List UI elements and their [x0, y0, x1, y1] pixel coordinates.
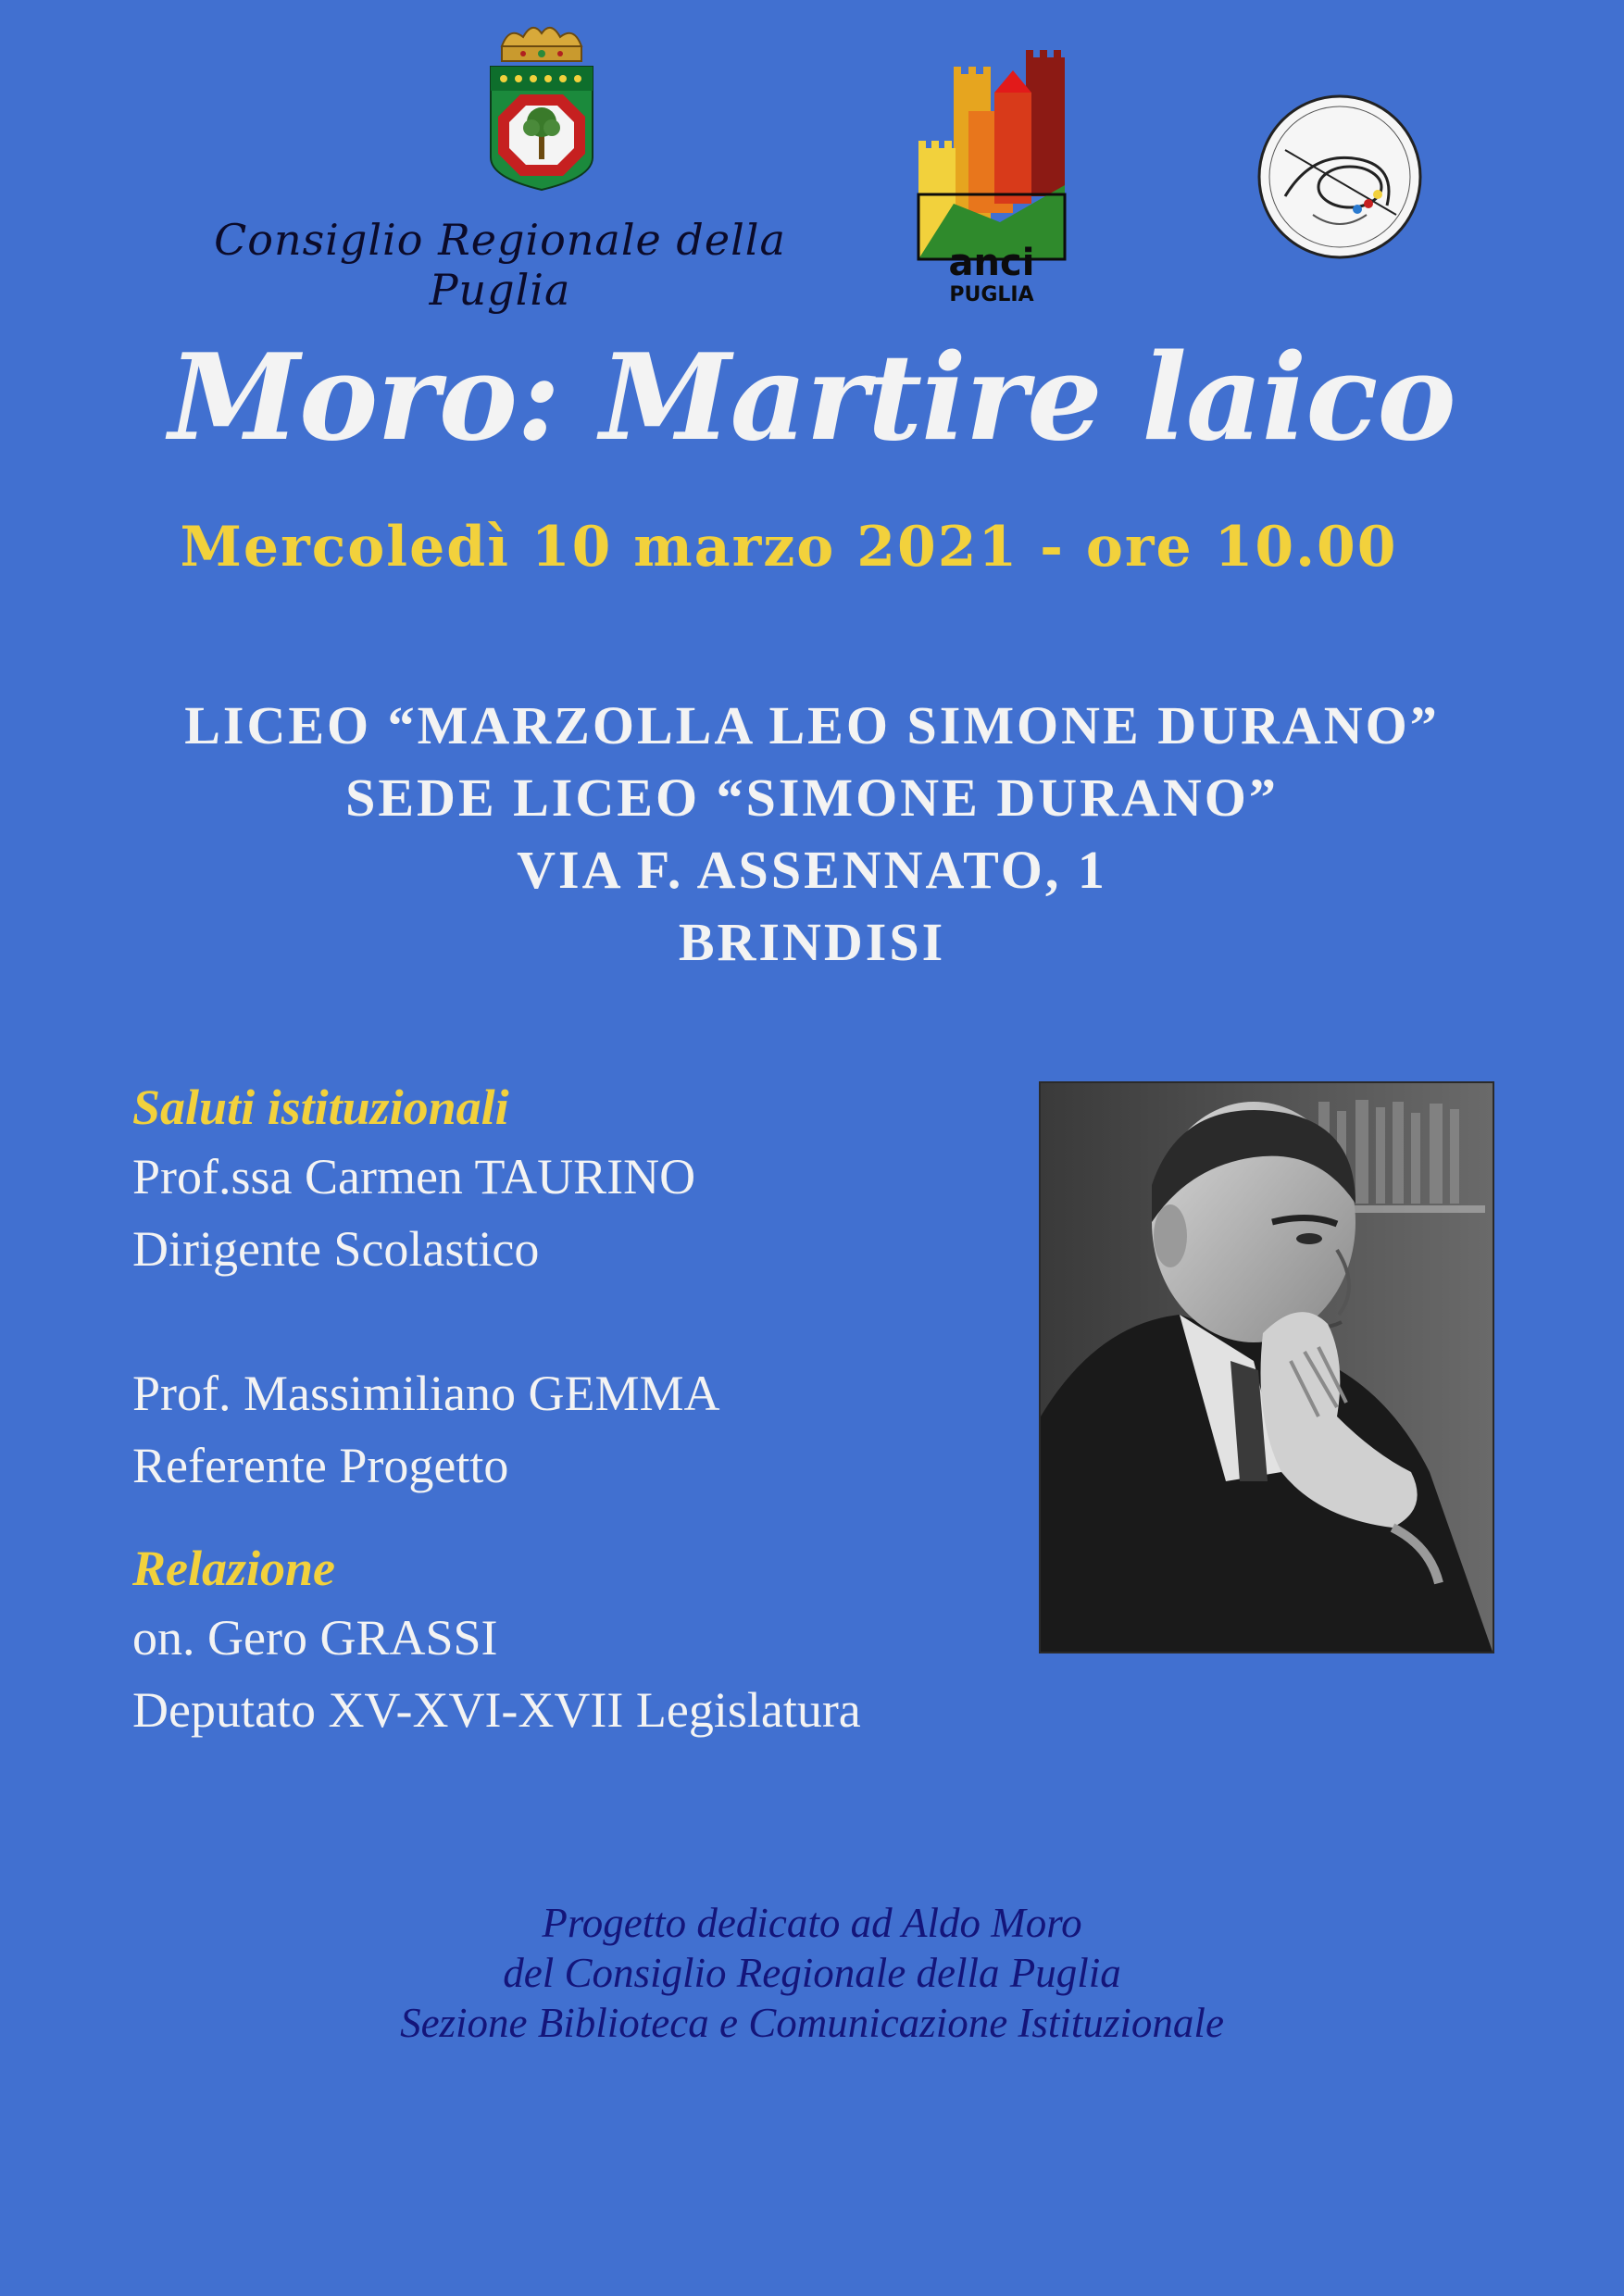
anci-text: anci [948, 242, 1035, 284]
venue-line: VIA F. ASSENNATO, 1 [517, 840, 1107, 900]
project-footer [0, 1898, 1624, 2048]
footer-line: Progetto dedicato ad Aldo Moro [542, 1900, 1082, 1946]
school-seal-icon [1257, 94, 1422, 259]
speaker-name: Prof. Massimiliano GEMMA [132, 1366, 720, 1421]
footer-line: del Consiglio Regionale della Puglia [503, 1950, 1121, 1996]
event-date: Mercoledì 10 marzo 2021 - ore 10.00 [180, 515, 1398, 580]
speaker-role: Referente Progetto [132, 1438, 509, 1493]
portrait-photo [1039, 1081, 1494, 1653]
footer-line: Sezione Biblioteca e Comunicazione Istituzionale [400, 2000, 1224, 2046]
anci-puglia-logo-icon [917, 46, 1074, 306]
event-title: Moro: Martire laico [169, 329, 1455, 468]
speaker-name: Prof.ssa Carmen TAURINO [132, 1149, 696, 1204]
speaker-name: on. Gero GRASSI [132, 1610, 498, 1666]
venue-line: BRINDISI [678, 912, 946, 972]
venue-block [0, 690, 1624, 979]
council-name: Consiglio Regionale della Puglia [214, 215, 786, 315]
speaker-role: Deputato XV-XVI-XVII Legislatura [132, 1682, 861, 1738]
talk-heading: Relazione [132, 1541, 336, 1596]
program-section [132, 1074, 1012, 1746]
venue-line: SEDE LICEO “SIMONE DURANO” [345, 767, 1279, 828]
anci-region: PUGLIA [949, 283, 1034, 306]
greetings-heading: Saluti istituzionali [132, 1079, 509, 1135]
regione-puglia-coat-of-arms-icon [481, 19, 602, 194]
venue-line: LICEO “MARZOLLA LEO SIMONE DURANO” [184, 695, 1440, 755]
speaker-role: Dirigente Scolastico [132, 1221, 540, 1277]
